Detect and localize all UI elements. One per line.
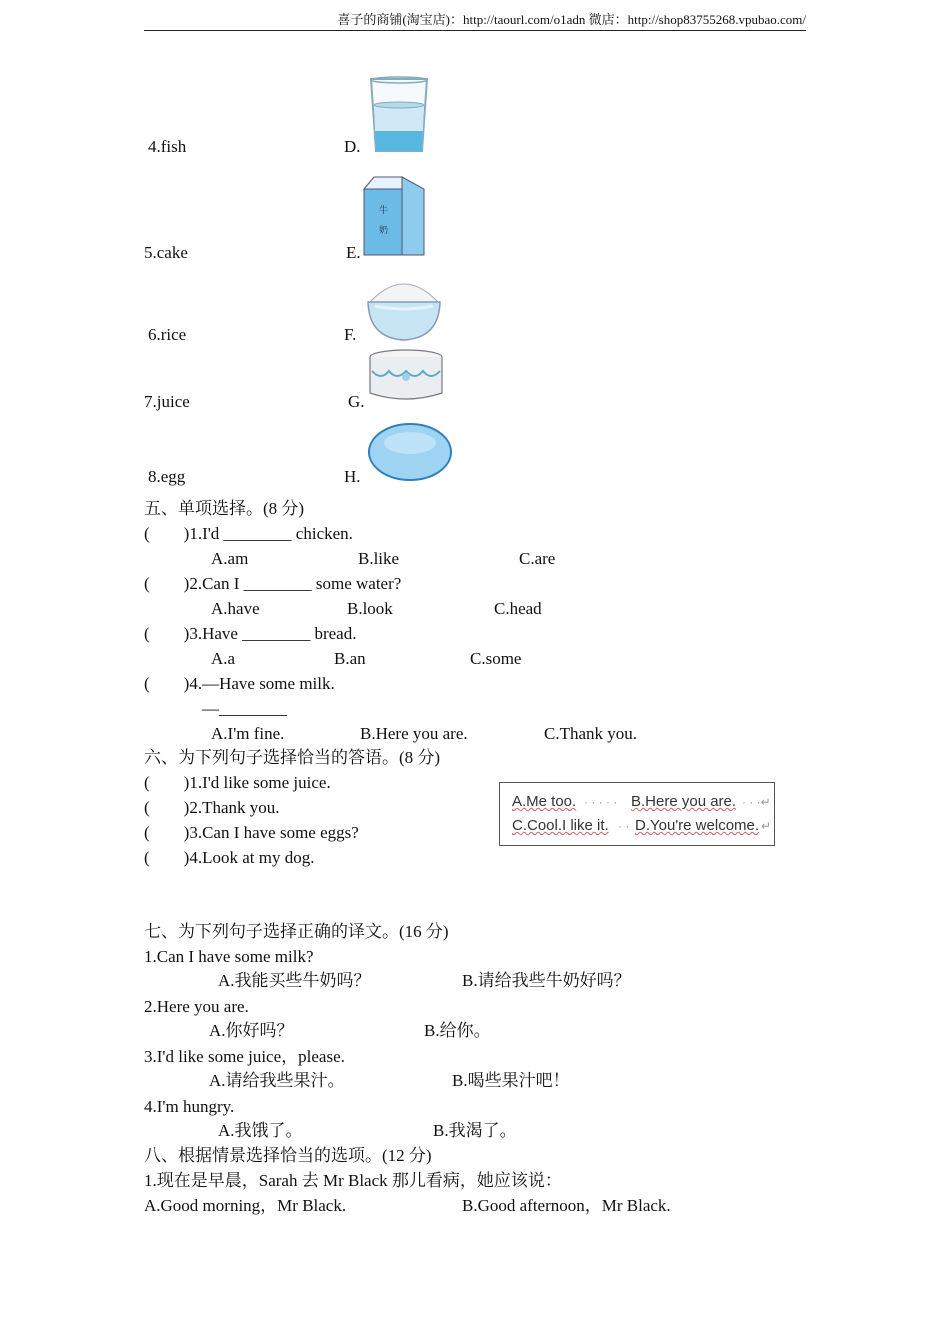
s5-q4-option-b: B.Here you are. — [360, 724, 468, 743]
answer-option-b: B.Here you are. — [631, 793, 737, 810]
carton-text-2: 奶 — [379, 225, 389, 235]
dot-leader: · · · · · — [584, 795, 618, 809]
match-letter-g: G. — [348, 392, 365, 411]
carton-text-1: 牛 — [379, 205, 389, 215]
s8-q1-option-a: A.Good morning，Mr Black. — [144, 1196, 347, 1215]
match-word-rice: 6.rice — [148, 325, 187, 344]
s5-q1-option-b: B.like — [358, 549, 400, 568]
match-word-fish: 4.fish — [148, 137, 187, 156]
match-word-juice: 7.juice — [144, 392, 190, 411]
s5-q2-option-b: B.look — [347, 599, 393, 618]
s7-q2-option-a: A.你好吗？ — [209, 1021, 294, 1040]
s7-q2-stem: 2.Here you are. — [144, 997, 249, 1016]
s7-q1-option-a: A.我能买些牛奶吗？ — [218, 971, 371, 990]
answer-options-box — [499, 782, 775, 846]
section7-title: 七、为下列句子选择正确的译文。(16 分) — [144, 922, 449, 941]
s7-q4-stem: 4.I'm hungry. — [144, 1097, 235, 1116]
s6-q3: ( )3.Can I have some eggs? — [144, 823, 359, 842]
s7-q2-option-b: B.给你。 — [424, 1021, 491, 1040]
s7-q3-option-a: A.请给我些果汁。 — [209, 1071, 345, 1090]
s7-q1-option-b: B.请给我些牛奶好吗？ — [462, 971, 631, 990]
s5-q2-stem: ( )2.Can I ________ some water? — [144, 574, 402, 593]
match-word-cake: 5.cake — [144, 243, 188, 262]
s6-q4: ( )4.Look at my dog. — [144, 848, 315, 867]
s5-q3-stem: ( )3.Have ________ bread. — [144, 624, 357, 643]
match-letter-e: E. — [346, 243, 361, 262]
s5-q3-option-a: A.a — [211, 649, 236, 668]
match-letter-d: D. — [344, 137, 361, 156]
s5-q1-stem: ( )1.I'd ________ chicken. — [144, 524, 353, 543]
s5-q4-option-a: A.I'm fine. — [211, 724, 285, 743]
s7-q1-stem: 1.Can I have some milk? — [144, 947, 314, 966]
rice-bowl-icon — [365, 272, 443, 342]
s6-q2: ( )2.Thank you. — [144, 798, 280, 817]
s5-q1-option-c: C.are — [519, 549, 556, 568]
s5-q1-option-a: A.am — [211, 549, 249, 568]
dot-leader: · · — [618, 819, 630, 833]
paragraph-mark: ↵ — [761, 819, 772, 833]
s7-q3-option-b: B.喝些果汁吧！ — [452, 1071, 570, 1090]
s5-q3-option-c: C.some — [470, 649, 522, 668]
egg-icon — [366, 421, 454, 483]
s5-q2-option-a: A.have — [211, 599, 260, 618]
match-letter-h: H. — [344, 467, 361, 486]
s6-q1: ( )1.I'd like some juice. — [144, 773, 331, 792]
s8-q1-option-b: B.Good afternoon，Mr Black. — [462, 1196, 671, 1215]
glass-of-water-icon — [368, 75, 430, 155]
s5-q3-option-b: B.an — [334, 649, 366, 668]
s5-q4-reply: —________ — [202, 699, 287, 718]
s5-q4-stem: ( )4.—Have some milk. — [144, 674, 335, 693]
dot-leader: · · ·↵ — [742, 795, 771, 809]
milk-carton-icon — [362, 175, 426, 257]
s8-q1-stem: 1.现在是早晨，Sarah 去 Mr Black 那儿看病，她应该说： — [144, 1171, 562, 1190]
match-letter-f: F. — [344, 325, 357, 344]
s7-q4-option-b: B.我渴了。 — [433, 1121, 517, 1140]
answer-option-c: C.Cool.I like it. — [512, 817, 609, 834]
section5-title: 五、单项选择。(8 分) — [144, 499, 305, 518]
s5-q2-option-c: C.head — [494, 599, 542, 618]
s7-q3-stem: 3.I'd like some juice，please. — [144, 1047, 345, 1066]
answer-option-a: A.Me too. — [512, 793, 577, 810]
answer-option-d: D.You're welcome. — [635, 817, 760, 834]
section6-title: 六、为下列句子选择恰当的答语。(8 分) — [144, 748, 441, 767]
section8-title: 八、根据情景选择恰当的选项。(12 分) — [144, 1146, 432, 1165]
cake-icon — [367, 347, 445, 403]
match-word-egg: 8.egg — [148, 467, 186, 486]
s7-q4-option-a: A.我饿了。 — [218, 1121, 303, 1140]
page-header: 喜子的商铺(淘宝店)：http://taourl.com/o1adn 微店：http://shop83755268.vpubao.com/ — [144, 10, 806, 31]
s5-q4-option-c: C.Thank you. — [544, 724, 638, 743]
